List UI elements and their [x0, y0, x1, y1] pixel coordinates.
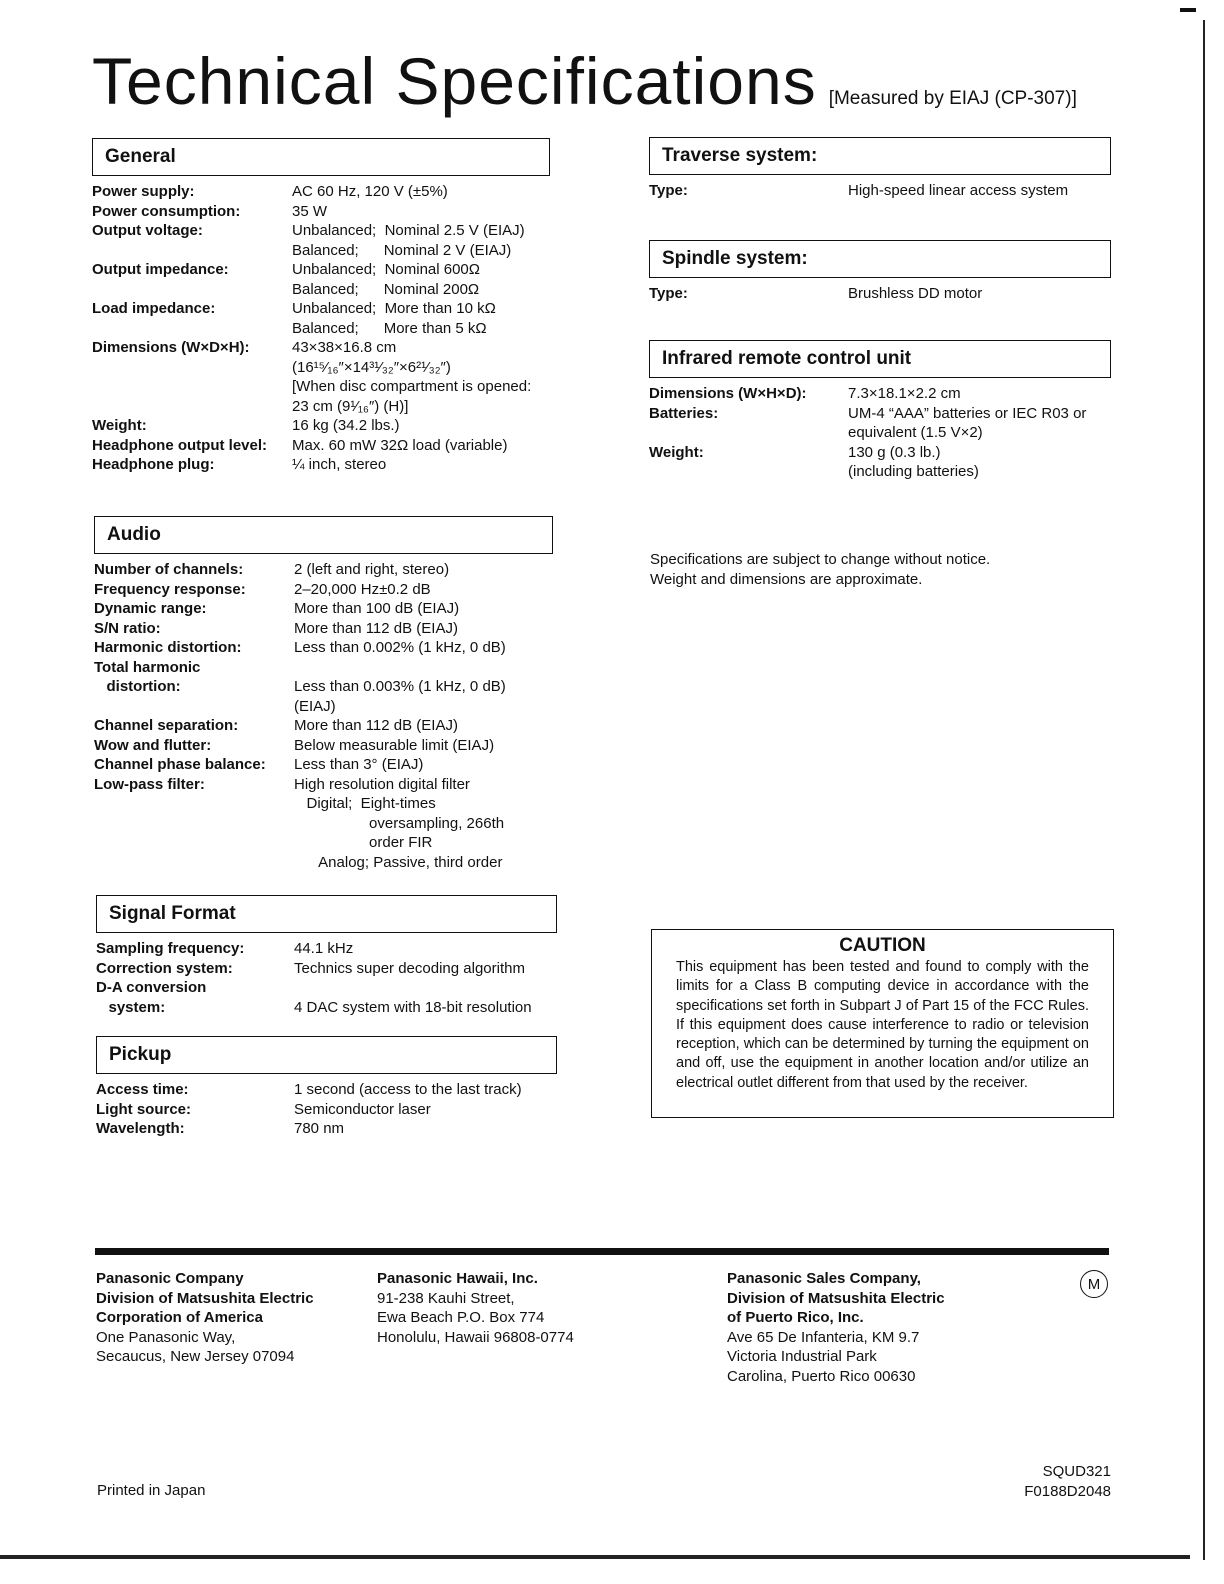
- spec-value-line: UM-4 “AAA” batteries or IEC R03 or: [848, 404, 1087, 422]
- section-pickup: [96, 1036, 557, 1139]
- spec-row: [649, 181, 1111, 201]
- spec-value: [294, 775, 553, 873]
- spec-label: Dynamic range:: [94, 600, 207, 617]
- spec-label: S/N ratio:: [94, 619, 161, 637]
- spec-value-line: High resolution digital filter: [294, 775, 470, 793]
- spec-list: [649, 284, 1111, 304]
- title-text: Technical Specifications: [92, 44, 817, 118]
- spec-value-line: Semiconductor laser: [294, 1100, 431, 1118]
- address-block: [727, 1269, 945, 1386]
- spec-label: Wow and flutter:: [94, 736, 212, 754]
- address-company-line: of Puerto Rico, Inc.: [727, 1309, 864, 1326]
- spec-list: [96, 1080, 557, 1139]
- spec-value: [294, 658, 553, 717]
- document-codes: [1024, 1462, 1111, 1502]
- spec-list: [94, 560, 553, 872]
- spec-value-line: order FIR: [294, 834, 433, 851]
- spec-label: Sampling frequency:: [96, 940, 245, 957]
- spec-label: Power consumption:: [92, 202, 241, 220]
- spec-label: Weight:: [649, 443, 704, 461]
- spec-value-line: Below measurable limit (EIAJ): [294, 736, 495, 754]
- footer-rule: [95, 1248, 1109, 1255]
- spec-label: Number of channels:: [94, 561, 244, 578]
- spec-row: [96, 1119, 557, 1139]
- spec-label: Output impedance:: [92, 261, 229, 278]
- spec-label: Access time:: [96, 1081, 189, 1098]
- spec-label: Load impedance:: [92, 300, 216, 317]
- spec-label: Correction system:: [96, 959, 233, 977]
- spec-value-line: 780 nm: [294, 1120, 345, 1137]
- spec-value-line: 4 DAC system with 18-bit resolution: [294, 998, 532, 1016]
- spec-value: [294, 959, 557, 979]
- spec-label: Wavelength:: [96, 1120, 185, 1137]
- spec-row: [649, 384, 1111, 404]
- spec-row: [94, 775, 553, 873]
- spec-value-line: Brushless DD motor: [848, 285, 983, 302]
- spec-value: [848, 384, 1111, 404]
- spec-label: Output voltage:: [92, 222, 203, 239]
- spec-label: Headphone output level:: [92, 436, 268, 454]
- spec-list: [649, 384, 1111, 482]
- spec-value: [292, 338, 550, 416]
- spec-row: [649, 443, 1111, 482]
- spec-value: [848, 284, 1111, 304]
- caution-heading: CAUTION: [839, 935, 926, 956]
- spec-label: Headphone plug:: [92, 456, 215, 473]
- spec-row: [92, 221, 550, 260]
- section-traverse-system: [649, 137, 1111, 201]
- spec-row: [92, 182, 550, 202]
- spec-row: [96, 1100, 557, 1120]
- spec-value: [292, 416, 550, 436]
- spec-row: [96, 978, 557, 1017]
- model-code: SQUD321: [1042, 1463, 1111, 1480]
- spec-label: Weight:: [92, 417, 147, 434]
- section-audio: [94, 516, 553, 872]
- spec-value-line: ¼ inch, stereo: [292, 456, 387, 473]
- address-company-line: Panasonic Sales Company,: [727, 1270, 921, 1287]
- spec-row: [94, 716, 553, 736]
- spec-value: [848, 181, 1111, 201]
- spec-value-line: More than 112 dB (EIAJ): [294, 717, 458, 734]
- spec-value: [294, 1119, 557, 1139]
- spec-label: Dimensions (W×D×H):: [92, 339, 250, 356]
- spec-value-line: Unbalanced; Nominal 2.5 V (EIAJ): [292, 222, 525, 239]
- spec-row: [94, 580, 553, 600]
- address-line: One Panasonic Way,: [96, 1328, 236, 1346]
- spec-row: [94, 638, 553, 658]
- section-heading: Pickup: [96, 1036, 557, 1074]
- section-heading: Signal Format: [96, 895, 557, 933]
- spec-value-line: AC 60 Hz, 120 V (±5%): [292, 183, 448, 200]
- serial-code: F0188D2048: [1024, 1483, 1111, 1500]
- spec-value-line: High-speed linear access system: [848, 182, 1069, 199]
- section-heading: Traverse system:: [649, 137, 1111, 175]
- spec-row: [94, 560, 553, 580]
- page-title: [92, 44, 1077, 118]
- spec-value-line: Balanced; More than 5 kΩ: [292, 319, 487, 337]
- spec-value-line: More than 100 dB (EIAJ): [294, 600, 460, 617]
- spec-value-line: 130 g (0.3 lb.): [848, 443, 941, 461]
- spec-value: [292, 299, 550, 338]
- spec-list: [649, 181, 1111, 201]
- spec-value: [848, 404, 1111, 443]
- address-company-line: Corporation of America: [96, 1309, 263, 1326]
- spec-row: [94, 755, 553, 775]
- spec-row: [92, 202, 550, 222]
- spec-value-line: [294, 978, 557, 998]
- spec-label: Type:: [649, 182, 688, 199]
- spec-label: Frequency response:: [94, 580, 246, 598]
- section-general: [92, 138, 550, 475]
- address-line: Secaucus, New Jersey 07094: [96, 1348, 295, 1365]
- address-line: Carolina, Puerto Rico 00630: [727, 1367, 916, 1385]
- spec-value-line: 7.3×18.1×2.2 cm: [848, 385, 961, 402]
- spec-value-line: 2–20,000 Hz±0.2 dB: [294, 580, 431, 598]
- spec-value-line: [When disc compartment is opened:: [292, 378, 532, 395]
- spec-value-line: Digital; Eight-times: [294, 795, 436, 812]
- spec-value-line: 44.1 kHz: [294, 940, 354, 957]
- spec-value-line: Max. 60 mW 32Ω load (variable): [292, 436, 508, 454]
- spec-value-line: More than 112 dB (EIAJ): [294, 619, 458, 637]
- notice-line: Weight and dimensions are approximate.: [650, 571, 923, 588]
- section-heading: Audio: [94, 516, 553, 554]
- spec-value-line: Technics super decoding algorithm: [294, 959, 525, 977]
- spec-row: [92, 416, 550, 436]
- spec-value-line: Balanced; Nominal 2 V (EIAJ): [292, 241, 512, 259]
- spec-row: [649, 284, 1111, 304]
- spec-value: [292, 436, 550, 456]
- spec-label: Light source:: [96, 1100, 192, 1118]
- spec-row: [94, 599, 553, 619]
- spec-value-line: 2 (left and right, stereo): [294, 561, 450, 578]
- address-line: Honolulu, Hawaii 96808-0774: [377, 1328, 574, 1346]
- title-subtitle: [Measured by EIAJ (CP-307)]: [828, 88, 1077, 109]
- spec-row: [92, 436, 550, 456]
- spec-value-line: [294, 658, 553, 678]
- page-corner-mark: [1180, 8, 1196, 12]
- spec-label: Channel phase balance:: [94, 756, 266, 773]
- spec-value: [294, 1080, 557, 1100]
- notice-line: Specifications are subject to change without notice.: [650, 551, 991, 568]
- address-block: [96, 1269, 314, 1367]
- spec-value: [292, 221, 550, 260]
- section-spindle-system: [649, 240, 1111, 304]
- spec-value-line: equivalent (1.5 V×2): [848, 424, 983, 441]
- spec-row: [92, 455, 550, 475]
- circled-m-mark: M: [1080, 1270, 1108, 1298]
- spec-row: [94, 658, 553, 717]
- spec-value-line: (EIAJ): [294, 697, 336, 715]
- spec-label: Dimensions (W×H×D):: [649, 385, 807, 402]
- address-line: Victoria Industrial Park: [727, 1348, 877, 1365]
- spec-value: [294, 580, 553, 600]
- section-heading: Infrared remote control unit: [649, 340, 1111, 378]
- spec-value-line: Unbalanced; More than 10 kΩ: [292, 300, 496, 317]
- spec-value: [292, 260, 550, 299]
- page-edge-right: [1203, 20, 1205, 1560]
- spec-value-line: 35 W: [292, 202, 328, 220]
- spec-value-line: (16¹⁵⁄₁₆″×14³¹⁄₃₂″×6²¹⁄₃₂″): [292, 358, 451, 376]
- spec-list: [96, 939, 557, 1017]
- section-heading: General: [92, 138, 550, 176]
- spec-value-line: 23 cm (9¹⁄₁₆″) (H)]: [292, 397, 409, 415]
- address-company-line: Panasonic Hawaii, Inc.: [377, 1270, 538, 1287]
- spec-label: Batteries:: [649, 404, 719, 422]
- spec-value-line: 1 second (access to the last track): [294, 1081, 522, 1098]
- spec-value: [294, 599, 553, 619]
- spec-label: Harmonic distortion:: [94, 639, 242, 656]
- specification-notice: [650, 550, 990, 590]
- caution-text: This equipment has been tested and found to comply with the limits for a Class B computing device in accordance with the specifications set forth in Subpart J of Part 15 of the FCC Rules. If this equipment does cause interference to radio or television reception, which can be determined by turning the equipment on and off, use the equipment in another location and/or utilize an electrical outlet different from that used by the receiver.: [676, 959, 1089, 1091]
- spec-value: [294, 638, 553, 658]
- spec-value-line: 16 kg (34.2 lbs.): [292, 417, 400, 434]
- printed-in: Printed in Japan: [97, 1482, 206, 1499]
- address-line: Ewa Beach P.O. Box 774: [377, 1309, 545, 1326]
- spec-value-line: Less than 3° (EIAJ): [294, 756, 424, 773]
- spec-value-line: 43×38×16.8 cm: [292, 339, 397, 356]
- spec-value-line: (including batteries): [848, 463, 979, 480]
- spec-value: [294, 736, 553, 756]
- spec-label: Channel separation:: [94, 717, 239, 734]
- spec-label: Power supply:: [92, 183, 195, 200]
- section-heading: Spindle system:: [649, 240, 1111, 278]
- spec-value-line: Less than 0.003% (1 kHz, 0 dB): [294, 678, 506, 695]
- spec-value: [294, 978, 557, 1017]
- spec-row: [649, 404, 1111, 443]
- spec-value: [294, 619, 553, 639]
- address-line: 91-238 Kauhi Street,: [377, 1289, 515, 1307]
- spec-value: [294, 716, 553, 736]
- section-remote-control: [649, 340, 1111, 482]
- spec-row: [96, 959, 557, 979]
- caution-box: [651, 929, 1114, 1118]
- spec-value: [848, 443, 1111, 482]
- address-line: Ave 65 De Infanteria, KM 9.7: [727, 1328, 920, 1346]
- spec-label: Type:: [649, 285, 688, 302]
- spec-value: [294, 939, 557, 959]
- spec-row: [92, 338, 550, 416]
- spec-value-line: Analog; Passive, third order: [294, 853, 503, 871]
- page-edge-bottom: [0, 1555, 1190, 1559]
- address-company-line: Panasonic Company: [96, 1270, 244, 1287]
- spec-value-line: oversampling, 266th: [294, 814, 505, 832]
- spec-value: [292, 182, 550, 202]
- spec-list: [92, 182, 550, 475]
- spec-label: Total harmonic distortion:: [94, 658, 201, 695]
- spec-value: [294, 560, 553, 580]
- spec-value: [294, 1100, 557, 1120]
- section-signal-format: [96, 895, 557, 1017]
- address-company-line: Division of Matsushita Electric: [96, 1289, 314, 1307]
- spec-row: [96, 1080, 557, 1100]
- spec-value: [292, 202, 550, 222]
- spec-row: [94, 619, 553, 639]
- spec-value-line: Unbalanced; Nominal 600Ω: [292, 261, 480, 278]
- spec-value: [294, 755, 553, 775]
- spec-row: [94, 736, 553, 756]
- spec-label: D-A conversion system:: [96, 979, 207, 1016]
- spec-row: [96, 939, 557, 959]
- spec-label: Low-pass filter:: [94, 775, 205, 793]
- spec-value: [292, 455, 550, 475]
- spec-value-line: Less than 0.002% (1 kHz, 0 dB): [294, 639, 506, 656]
- spec-value-line: Balanced; Nominal 200Ω: [292, 280, 480, 298]
- address-company-line: Division of Matsushita Electric: [727, 1289, 945, 1307]
- spec-row: [92, 260, 550, 299]
- address-block: [377, 1269, 574, 1347]
- spec-row: [92, 299, 550, 338]
